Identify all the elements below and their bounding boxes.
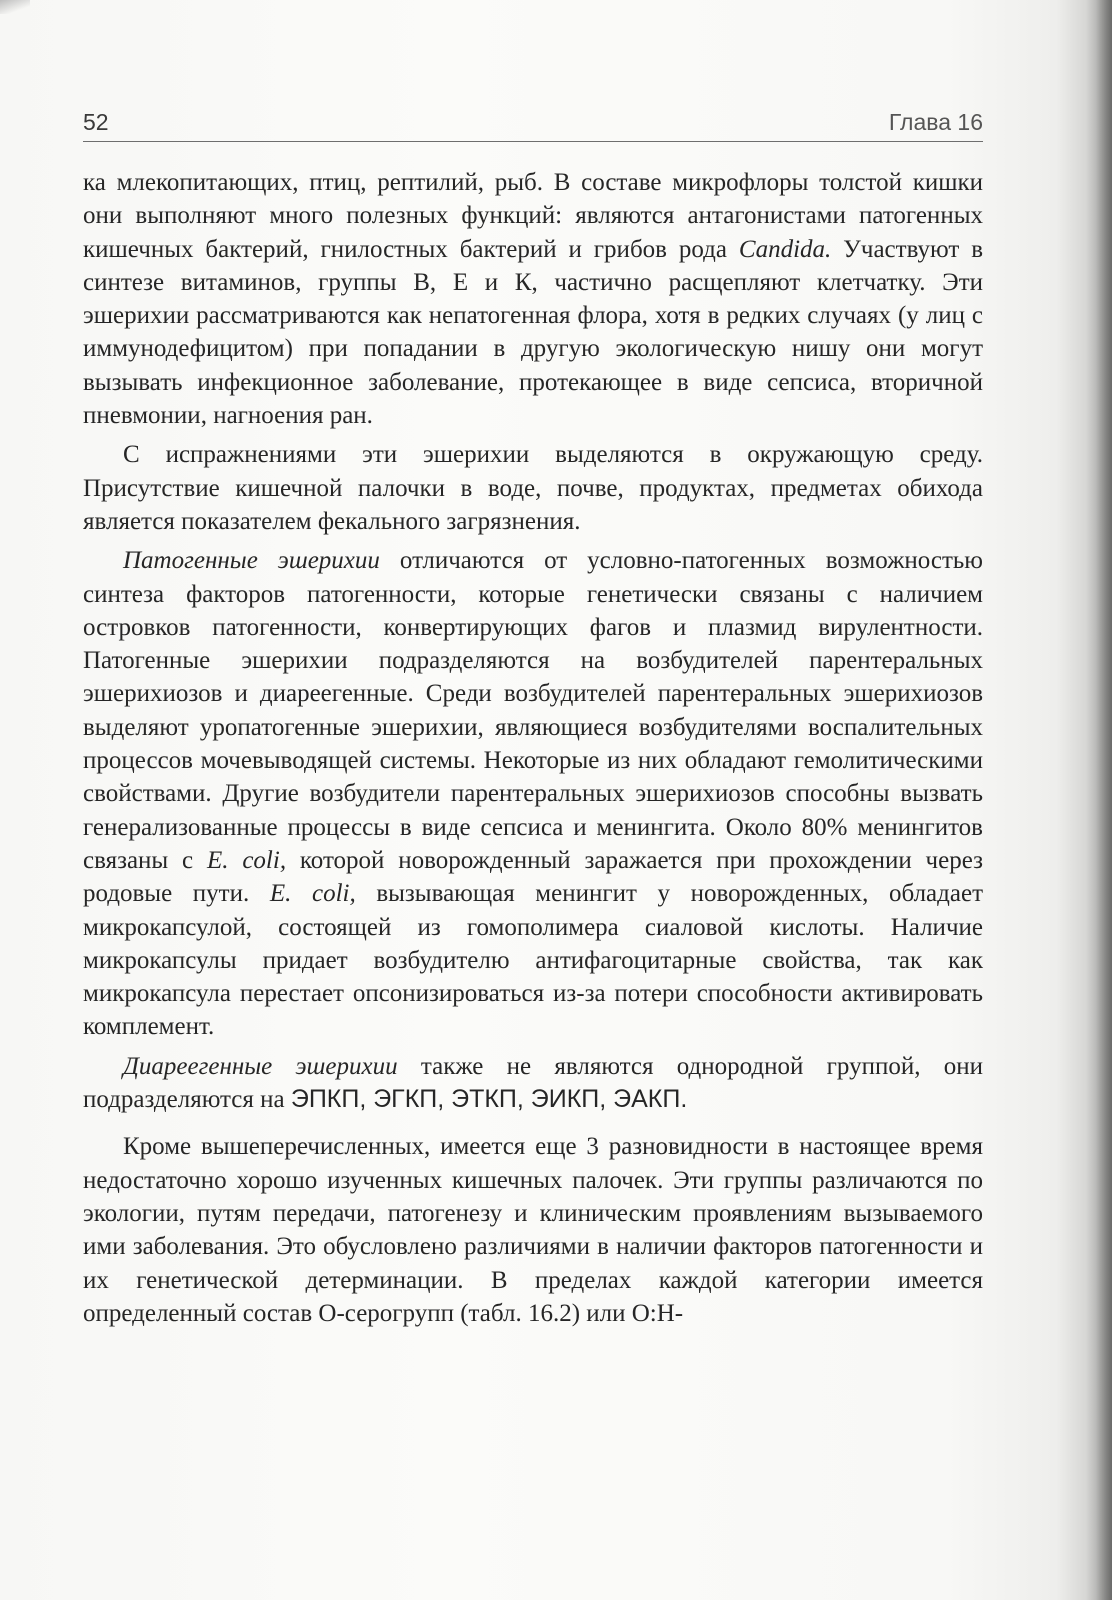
paragraph-4-text: также не являются однородной группой, они подразделяются на: [83, 1052, 983, 1114]
paragraph-3: [83, 544, 983, 1043]
candida-term: Candida.: [738, 235, 832, 263]
paragraph-4: [83, 1050, 983, 1117]
paragraph-1-continuation: Участвуют в синтезе витаминов, группы В, Е и К, частично расщепляют клетчатку. Эти эшерихии рассматриваются как непатогенная флора, хотя в редких случаях (у лиц с иммунодефицитом) при попадании в другую экологическую нишу они могут вызывать инфекционное заболевание, протекающее в виде сепсиса, вторичной пневмонии, нагноения ран.: [83, 235, 984, 430]
pathotype-abbreviations: ЭПКП, ЭГКП, ЭТКП, ЭИКП, ЭАКП.: [290, 1085, 688, 1114]
page-edge-shadow: [1086, 0, 1112, 1600]
paragraph-3-text-b: которой новорожденный заражается при прохождении через родовые пути.: [83, 846, 983, 908]
paragraph-5: Кроме вышеперечисленных, имеется еще 3 разновидности в настоящее время недостаточно хорошо изученных кишечных палочек. Эти группы различаются по экологии, путям передачи, патогенезу и клиническим проявлениям вызываемого ими заболевания. Это обусловлено различиями в наличии факторов патогенности и их генетической детерминации. В пределах каждой категории имеется определенный состав О-серогрупп (табл. 16.2) или О:Н-: [83, 1133, 983, 1327]
paragraph-3-text-c: вызывающая менингит у новорожденных, обладает микрокапсулой, состоящей из гомополимера сиаловой кислоты. Наличие микрокапсулы придает возбудителю антифагоцитарные свойства, так как микрокапсула перестает опсонизироваться из-за потери способности активировать комплемент.: [83, 880, 983, 1041]
running-header: [83, 103, 983, 142]
paragraph-2: С испражнениями эти эшерихии выделяются в окружающую среду. Присутствие кишечной палочки в воде, почве, продуктах, предметах обихода является показателем фекального загрязнения.: [83, 441, 983, 535]
page-corner-mark: [0, 0, 30, 14]
ecoli-term-1: E. coli,: [206, 846, 287, 874]
page-number: 52: [83, 109, 109, 135]
body-text: [83, 166, 983, 1330]
paragraph-1-text: ка млекопитающих, птиц, рептилий, рыб. В составе микрофлоры толстой кишки они выполняют много полезных функций: являются антагонистами патогенных кишечных бактерий, гнилостных бактерий и грибов рода: [83, 169, 983, 263]
paragraph-3-text-a: отличаются от условно-патогенных возможностью синтеза факторов патогенности, которые генетически связаны с наличием островков патогенности, конвертирующих фагов и плазмид вирулентности. Патогенные эшерихии подразделяются на возбудителей парентеральных эшерихиозов и диареегенные. Среди возбудителей парентеральных эшерихиозов выделяют уропатогенные эшерихии, являющиеся возбудителями воспалительных процессов мочевыводящей системы. Некоторые из них обладают гемолитическими свойствами. Другие возбудители парентеральных эшерихиозов способны вызвать генерализованные процессы в виде сепсиса и менингита. Около 80% менингитов связаны с: [83, 547, 983, 874]
diarrheagenic-escherichia-term: Диареегенные эшерихии: [123, 1052, 398, 1080]
ecoli-term-2: E. coli,: [269, 880, 356, 908]
pathogenic-escherichia-term: Патогенные эшерихии: [123, 547, 380, 575]
paragraph-1: [83, 166, 983, 432]
chapter-title: Глава 16: [888, 109, 983, 135]
